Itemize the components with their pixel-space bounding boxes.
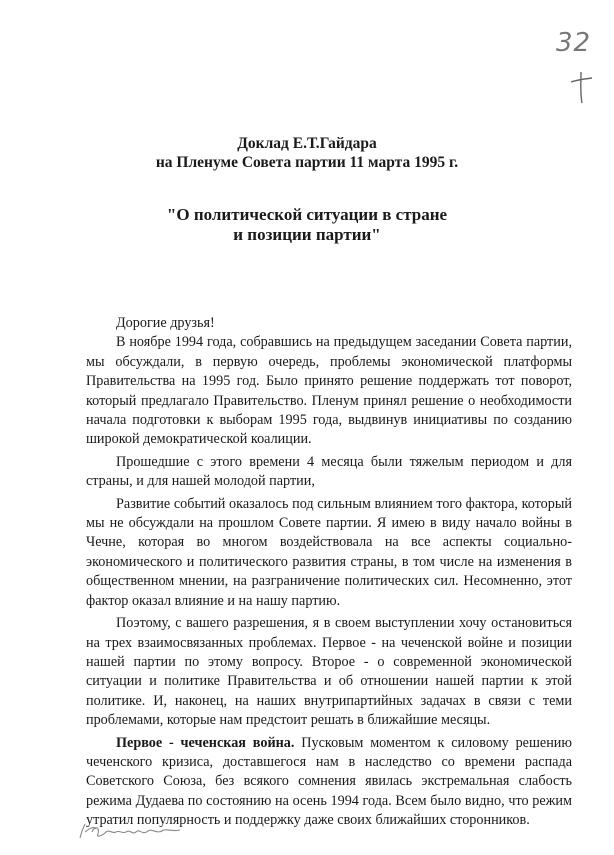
paragraph-3: Развитие событий оказалось под сильным влиянием того фактора, который мы не обсуждали на прошлом Совете партии. Я имею в виду начало войны в Чечне, которая во многом воздействовала на все аспекты социально-экономического и политического развития страны, в том числе на изменения в общественном мнении, на разграничение политических сил. Несомненно, этот фактор оказал влияние и на нашу партию.: [86, 495, 572, 609]
report-title: Доклад Е.Т.Гайдара: [237, 135, 377, 152]
document-body: [86, 314, 572, 831]
speech-title-line2: и позиции партии": [233, 225, 381, 244]
handwritten-signature: [76, 820, 186, 842]
paragraph-2: Прошедшие с этого времени 4 месяца были тяжелым периодом и для страны, и для нашей молодой партии,: [86, 453, 572, 490]
handwritten-page-number: 32: [556, 28, 592, 58]
paragraph-5: [86, 734, 572, 831]
paragraph-5-lead: Первое - чеченская война.: [116, 734, 295, 751]
paragraph-1: В ноябре 1994 года, собравшись на предыдущем заседании Совета партии, мы обсуждали, в первую очередь, проблемы экономической платформы Правительства на 1995 год. Было принято решение поддержать тот поворот, который предлагало Правительство. Пленум принял решение о необходимости начала подготовки к выборам 1995 года, выдвинув инициативы по созданию широкой демократической коалиции.: [86, 334, 572, 448]
paragraph-5-text: Пусковым моментом к силовому решению чеченского кризиса, доставшегося нам в наследство со времени распада Советского Союза, без всякого сомнения явилась экстремальная слабость режима Дудаева по состоянию на осень 1994 года. Всем было видно, что режим утратил популярность и поддержку даже своих ближайших сторонников.: [86, 734, 572, 829]
report-subtitle: на Пленуме Совета партии 11 марта 1995 г.: [155, 154, 459, 171]
handwritten-plus-mark: [568, 70, 594, 104]
greeting: Дорогие друзья!: [116, 315, 215, 331]
paragraph-4: Поэтому, с вашего разрешения, я в своем выступлении хочу остановиться на трех взаимосвязанных проблемах. Первое - на чеченской войне и позиции нашей партии по этому вопросу. Второе - о современной экономической ситуации и политике Правительства и об отношении нашей партии к этой политике. И, наконец, на наших внутрипартийных задачах в связи с теми проблемами, которые нам предстоит решать в ближайшие месяцы.: [86, 615, 572, 729]
speech-title-line1: "О политической ситуации в стране: [166, 205, 448, 224]
